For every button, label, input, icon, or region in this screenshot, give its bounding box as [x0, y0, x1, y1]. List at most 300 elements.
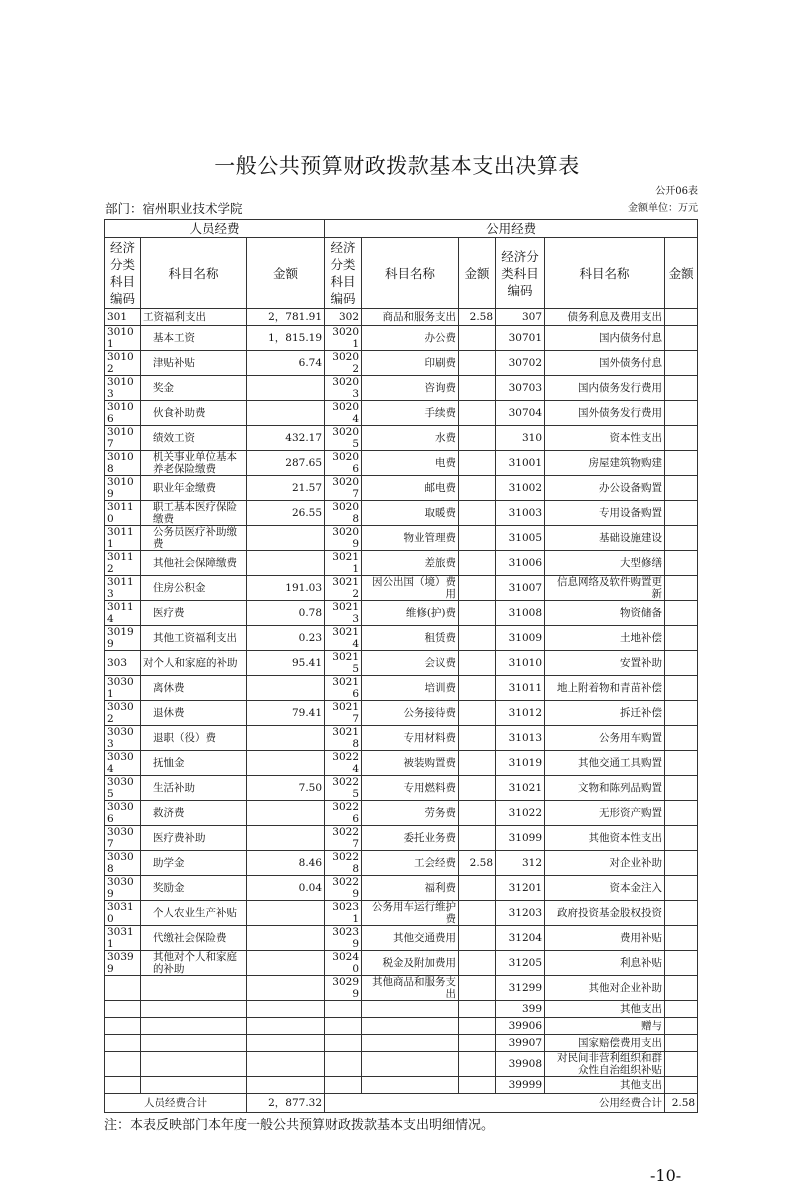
- cell-code: 31008: [496, 601, 545, 626]
- cell-amount: [665, 676, 698, 701]
- cell-amount: 79.41: [247, 701, 325, 726]
- table-row: [105, 926, 698, 951]
- cell-name: 取暖费: [362, 501, 459, 526]
- cell-amount: [665, 801, 698, 826]
- cell-amount: [459, 1052, 496, 1077]
- cell-code: 30112: [105, 551, 141, 576]
- cell-name: [141, 1077, 247, 1094]
- cell-amount: [665, 351, 698, 376]
- cell-amount: [665, 726, 698, 751]
- table-row: [105, 601, 698, 626]
- cell-amount: [459, 376, 496, 401]
- cell-code: 30214: [325, 626, 362, 651]
- cell-name: 工资福利支出: [141, 309, 247, 326]
- cell-code: 30207: [325, 476, 362, 501]
- cell-code: 307: [496, 309, 545, 326]
- cell-amount: [665, 826, 698, 851]
- table-row: [105, 901, 698, 926]
- cell-name: 其他社会保障缴费: [141, 551, 247, 576]
- cell-name: [141, 1035, 247, 1052]
- cell-amount: 8.46: [247, 851, 325, 876]
- cell-amount: [247, 401, 325, 426]
- cell-amount: 21.57: [247, 476, 325, 501]
- cell-name: 物业管理费: [362, 526, 459, 551]
- cell-name: 基础设施建设: [545, 526, 665, 551]
- cell-amount: [459, 651, 496, 676]
- cell-amount: [459, 601, 496, 626]
- cell-amount: 7.50: [247, 776, 325, 801]
- cell-amount: [459, 451, 496, 476]
- cell-name: 劳务费: [362, 801, 459, 826]
- cell-code: 31204: [496, 926, 545, 951]
- cell-code: 30240: [325, 951, 362, 976]
- cell-code: 30704: [496, 401, 545, 426]
- cell-name: 资本性支出: [545, 426, 665, 451]
- cell-amount: 0.23: [247, 626, 325, 651]
- cell-amount: [247, 551, 325, 576]
- cell-name: 生活补助: [141, 776, 247, 801]
- cell-code: [105, 1001, 141, 1018]
- cell-code: 31009: [496, 626, 545, 651]
- form-number: 公开06表: [655, 186, 698, 197]
- cell-name: 其他对企业补助: [545, 976, 665, 1001]
- page-title: 一般公共预算财政拨款基本支出决算表: [214, 154, 580, 178]
- cell-amount: [665, 576, 698, 601]
- cell-amount: [665, 526, 698, 551]
- cell-amount: [665, 1001, 698, 1018]
- cell-code: 31001: [496, 451, 545, 476]
- cell-code: [105, 976, 141, 1001]
- cell-amount: 1，815.19: [247, 326, 325, 351]
- cell-amount: [247, 1035, 325, 1052]
- cell-code: 39999: [496, 1077, 545, 1094]
- cell-name: 代缴社会保险费: [141, 926, 247, 951]
- cell-amount: [665, 601, 698, 626]
- cell-name: 其他资本性支出: [545, 826, 665, 851]
- cell-amount: [459, 351, 496, 376]
- cell-name: 利息补贴: [545, 951, 665, 976]
- cell-code: 30302: [105, 701, 141, 726]
- cell-name: 水费: [362, 426, 459, 451]
- cell-code: 31007: [496, 576, 545, 601]
- cell-name: 电费: [362, 451, 459, 476]
- cell-amount: [665, 1052, 698, 1077]
- table-row: [105, 826, 698, 851]
- table-row: [105, 576, 698, 601]
- cell-amount: [665, 951, 698, 976]
- cell-name: 公务员医疗补助缴费: [141, 526, 247, 551]
- table-row: [105, 401, 698, 426]
- cell-amount: [247, 1077, 325, 1094]
- cell-name: 手续费: [362, 401, 459, 426]
- cell-code: 30199: [105, 626, 141, 651]
- cell-code: 30305: [105, 776, 141, 801]
- name-header: 科目名称: [362, 238, 459, 309]
- cell-code: 30110: [105, 501, 141, 526]
- table-row: [105, 551, 698, 576]
- cell-amount: [459, 576, 496, 601]
- cell-name: 专用燃料费: [362, 776, 459, 801]
- cell-name: 对企业补助: [545, 851, 665, 876]
- table-row: [105, 1001, 698, 1018]
- cell-name: 文物和陈列品购置: [545, 776, 665, 801]
- cell-name: 政府投资基金股权投资: [545, 901, 665, 926]
- department-label: 部门：宿州职业技术学院: [105, 201, 243, 216]
- cell-code: 30231: [325, 901, 362, 926]
- cell-name: 救济费: [141, 801, 247, 826]
- cell-amount: [665, 976, 698, 1001]
- cell-amount: [459, 751, 496, 776]
- public-header: 公用经费: [325, 220, 698, 238]
- cell-code: 39907: [496, 1035, 545, 1052]
- cell-code: 30306: [105, 801, 141, 826]
- table-row: [105, 1052, 698, 1077]
- cell-amount: [665, 309, 698, 326]
- cell-name: [362, 1035, 459, 1052]
- cell-code: 302: [325, 309, 362, 326]
- cell-code: 31299: [496, 976, 545, 1001]
- cell-name: 租赁费: [362, 626, 459, 651]
- cell-amount: [247, 1018, 325, 1035]
- cell-amount: [247, 1001, 325, 1018]
- cell-code: 30101: [105, 326, 141, 351]
- cell-name: 退职（役）费: [141, 726, 247, 751]
- table-row: [105, 701, 698, 726]
- cell-amount: 95.41: [247, 651, 325, 676]
- table-row: [105, 676, 698, 701]
- cell-code: [105, 1077, 141, 1094]
- cell-amount: 191.03: [247, 576, 325, 601]
- cell-amount: [247, 951, 325, 976]
- cell-name: 工会经费: [362, 851, 459, 876]
- cell-name: 对个人和家庭的补助: [141, 651, 247, 676]
- name-header: 科目名称: [141, 238, 247, 309]
- cell-code: [325, 1052, 362, 1077]
- cell-name: 医疗费: [141, 601, 247, 626]
- cell-code: 30106: [105, 401, 141, 426]
- cell-name: 津贴补贴: [141, 351, 247, 376]
- cell-name: 公务用车购置: [545, 726, 665, 751]
- personnel-total-label: 人员经费合计: [105, 1094, 247, 1113]
- cell-name: 公务接待费: [362, 701, 459, 726]
- cell-amount: [665, 651, 698, 676]
- cell-amount: [665, 926, 698, 951]
- cell-code: 30211: [325, 551, 362, 576]
- cell-code: 312: [496, 851, 545, 876]
- cell-name: 其他支出: [545, 1077, 665, 1094]
- amount-unit: 金额单位：万元: [628, 203, 698, 214]
- cell-name: 资本金注入: [545, 876, 665, 901]
- table-row: [105, 326, 698, 351]
- cell-code: 30203: [325, 376, 362, 401]
- cell-code: 30303: [105, 726, 141, 751]
- cell-code: 30701: [496, 326, 545, 351]
- cell-name: 委托业务费: [362, 826, 459, 851]
- cell-code: 31010: [496, 651, 545, 676]
- name-header: 科目名称: [545, 238, 665, 309]
- cell-name: 医疗费补助: [141, 826, 247, 851]
- cell-name: [362, 1001, 459, 1018]
- cell-amount: [459, 901, 496, 926]
- cell-amount: [247, 826, 325, 851]
- cell-amount: [459, 676, 496, 701]
- cell-amount: [247, 801, 325, 826]
- table-row: [105, 776, 698, 801]
- cell-amount: [665, 1018, 698, 1035]
- cell-code: [325, 1001, 362, 1018]
- cell-name: 退休费: [141, 701, 247, 726]
- table-row: [105, 426, 698, 451]
- table-row: [105, 526, 698, 551]
- cell-name: [362, 1018, 459, 1035]
- cell-amount: [247, 976, 325, 1001]
- cell-code: 39908: [496, 1052, 545, 1077]
- code-header: 经济分类科目编码: [105, 238, 141, 309]
- cell-name: [141, 976, 247, 1001]
- cell-code: 30226: [325, 801, 362, 826]
- cell-code: 30229: [325, 876, 362, 901]
- cell-name: 职工基本医疗保险缴费: [141, 501, 247, 526]
- cell-amount: 26.55: [247, 501, 325, 526]
- cell-amount: 432.17: [247, 426, 325, 451]
- cell-code: 30113: [105, 576, 141, 601]
- cell-name: 办公设备购置: [545, 476, 665, 501]
- cell-amount: [247, 676, 325, 701]
- totals-row: [105, 1094, 698, 1113]
- cell-code: 30239: [325, 926, 362, 951]
- cell-amount: [459, 826, 496, 851]
- cell-amount: [459, 801, 496, 826]
- cell-name: 赠与: [545, 1018, 665, 1035]
- personnel-header: 人员经费: [105, 220, 325, 238]
- cell-amount: [247, 376, 325, 401]
- cell-amount: [459, 726, 496, 751]
- cell-code: 30109: [105, 476, 141, 501]
- cell-amount: [459, 501, 496, 526]
- cell-amount: [459, 1018, 496, 1035]
- cell-name: 地上附着物和青苗补偿: [545, 676, 665, 701]
- cell-name: 无形资产购置: [545, 801, 665, 826]
- cell-name: 机关事业单位基本养老保险缴费: [141, 451, 247, 476]
- table-row: [105, 376, 698, 401]
- public-total-amount: 2.58: [665, 1094, 698, 1113]
- cell-code: 31021: [496, 776, 545, 801]
- table-row: [105, 309, 698, 326]
- cell-amount: [459, 426, 496, 451]
- cell-amount: [459, 1035, 496, 1052]
- cell-amount: 2.58: [459, 851, 496, 876]
- cell-code: 301: [105, 309, 141, 326]
- cell-code: 30111: [105, 526, 141, 551]
- code-header: 经济分类科目编码: [496, 238, 545, 309]
- cell-amount: [247, 926, 325, 951]
- cell-code: 30311: [105, 926, 141, 951]
- cell-name: 基本工资: [141, 326, 247, 351]
- table-row: [105, 976, 698, 1001]
- cell-code: 30310: [105, 901, 141, 926]
- cell-name: 办公费: [362, 326, 459, 351]
- cell-code: 31013: [496, 726, 545, 751]
- cell-amount: [459, 876, 496, 901]
- cell-code: 30202: [325, 351, 362, 376]
- cell-code: 30206: [325, 451, 362, 476]
- cell-amount: 2.58: [459, 309, 496, 326]
- cell-name: 培训费: [362, 676, 459, 701]
- cell-name: [362, 1077, 459, 1094]
- cell-name: [141, 1052, 247, 1077]
- cell-code: 30114: [105, 601, 141, 626]
- cell-amount: [247, 1052, 325, 1077]
- cell-amount: [665, 451, 698, 476]
- table-row: [105, 851, 698, 876]
- cell-code: [325, 1077, 362, 1094]
- cell-code: 30212: [325, 576, 362, 601]
- cell-code: 30224: [325, 751, 362, 776]
- table-row: [105, 351, 698, 376]
- cell-amount: [459, 626, 496, 651]
- cell-code: 31019: [496, 751, 545, 776]
- cell-name: 其他对个人和家庭的补助: [141, 951, 247, 976]
- cell-code: [105, 1035, 141, 1052]
- cell-code: 30217: [325, 701, 362, 726]
- cell-name: 被装购置费: [362, 751, 459, 776]
- cell-name: 信息网络及软件购置更新: [545, 576, 665, 601]
- personnel-total-amount: 2，877.32: [247, 1094, 325, 1113]
- cell-code: [325, 1018, 362, 1035]
- cell-name: 国家赔偿费用支出: [545, 1035, 665, 1052]
- cell-name: 福利费: [362, 876, 459, 901]
- cell-code: 30702: [496, 351, 545, 376]
- expenditure-table: [104, 219, 698, 1113]
- table-row: [105, 626, 698, 651]
- cell-name: 其他工资福利支出: [141, 626, 247, 651]
- table-row: [105, 951, 698, 976]
- cell-code: 30204: [325, 401, 362, 426]
- cell-code: [105, 1018, 141, 1035]
- cell-name: 奖励金: [141, 876, 247, 901]
- footnote: 注：本表反映部门本年度一般公共预算财政拨款基本支出明细情况。: [104, 1118, 495, 1133]
- cell-code: 31003: [496, 501, 545, 526]
- cell-name: 助学金: [141, 851, 247, 876]
- cell-code: 31005: [496, 526, 545, 551]
- cell-amount: 287.65: [247, 451, 325, 476]
- cell-code: 30399: [105, 951, 141, 976]
- cell-name: [141, 1001, 247, 1018]
- public-total-label: 公用经费合计: [325, 1094, 665, 1113]
- cell-code: 30307: [105, 826, 141, 851]
- cell-amount: [459, 951, 496, 976]
- cell-amount: [665, 701, 698, 726]
- cell-code: 31099: [496, 826, 545, 851]
- cell-code: 31201: [496, 876, 545, 901]
- cell-amount: [665, 476, 698, 501]
- amount-header: 金额: [459, 238, 496, 309]
- cell-amount: [665, 376, 698, 401]
- cell-code: 30304: [105, 751, 141, 776]
- cell-name: 国内债务发行费用: [545, 376, 665, 401]
- cell-name: 咨询费: [362, 376, 459, 401]
- cell-code: 30103: [105, 376, 141, 401]
- cell-code: 30218: [325, 726, 362, 751]
- cell-amount: [459, 551, 496, 576]
- cell-name: 土地补偿: [545, 626, 665, 651]
- cell-name: 维修(护)费: [362, 601, 459, 626]
- cell-name: 对民间非营利组织和群众性自治组织补贴: [545, 1052, 665, 1077]
- cell-amount: [665, 501, 698, 526]
- cell-amount: 6.74: [247, 351, 325, 376]
- cell-amount: [665, 851, 698, 876]
- cell-code: 30299: [325, 976, 362, 1001]
- cell-name: 公务用车运行维护费: [362, 901, 459, 926]
- cell-name: 大型修缮: [545, 551, 665, 576]
- cell-name: 拆迁补偿: [545, 701, 665, 726]
- cell-amount: [665, 626, 698, 651]
- table-row: [105, 726, 698, 751]
- cell-amount: [665, 901, 698, 926]
- code-header: 经济分类科目编码: [325, 238, 362, 309]
- cell-amount: [665, 326, 698, 351]
- cell-name: 差旅费: [362, 551, 459, 576]
- cell-code: [325, 1035, 362, 1052]
- cell-code: 31006: [496, 551, 545, 576]
- cell-code: 30228: [325, 851, 362, 876]
- cell-name: 印刷费: [362, 351, 459, 376]
- cell-code: 30213: [325, 601, 362, 626]
- cell-code: 30209: [325, 526, 362, 551]
- cell-name: 专用材料费: [362, 726, 459, 751]
- cell-amount: [665, 751, 698, 776]
- cell-code: 31002: [496, 476, 545, 501]
- table-row: [105, 876, 698, 901]
- cell-name: 伙食补助费: [141, 401, 247, 426]
- cell-name: 物资储备: [545, 601, 665, 626]
- cell-amount: [459, 476, 496, 501]
- cell-code: 30215: [325, 651, 362, 676]
- cell-code: 30107: [105, 426, 141, 451]
- cell-name: 离休费: [141, 676, 247, 701]
- cell-name: 其他交通费用: [362, 926, 459, 951]
- cell-code: 31203: [496, 901, 545, 926]
- table-row: [105, 476, 698, 501]
- table-row: [105, 501, 698, 526]
- cell-code: 303: [105, 651, 141, 676]
- cell-name: 商品和服务支出: [362, 309, 459, 326]
- cell-code: 30201: [325, 326, 362, 351]
- cell-amount: [247, 726, 325, 751]
- cell-code: 30703: [496, 376, 545, 401]
- cell-amount: [665, 551, 698, 576]
- cell-name: 其他交通工具购置: [545, 751, 665, 776]
- table-row: [105, 1077, 698, 1094]
- cell-name: 邮电费: [362, 476, 459, 501]
- cell-amount: [459, 1077, 496, 1094]
- cell-amount: [247, 526, 325, 551]
- cell-amount: [665, 1035, 698, 1052]
- cell-name: 专用设备购置: [545, 501, 665, 526]
- cell-amount: [247, 901, 325, 926]
- cell-amount: [665, 1077, 698, 1094]
- cell-code: 30108: [105, 451, 141, 476]
- cell-amount: 0.78: [247, 601, 325, 626]
- cell-amount: [459, 701, 496, 726]
- amount-header: 金额: [247, 238, 325, 309]
- table-row: [105, 801, 698, 826]
- cell-name: 国外债务发行费用: [545, 401, 665, 426]
- amount-header: 金额: [665, 238, 698, 309]
- cell-code: 399: [496, 1001, 545, 1018]
- cell-name: 国内债务付息: [545, 326, 665, 351]
- cell-amount: [247, 751, 325, 776]
